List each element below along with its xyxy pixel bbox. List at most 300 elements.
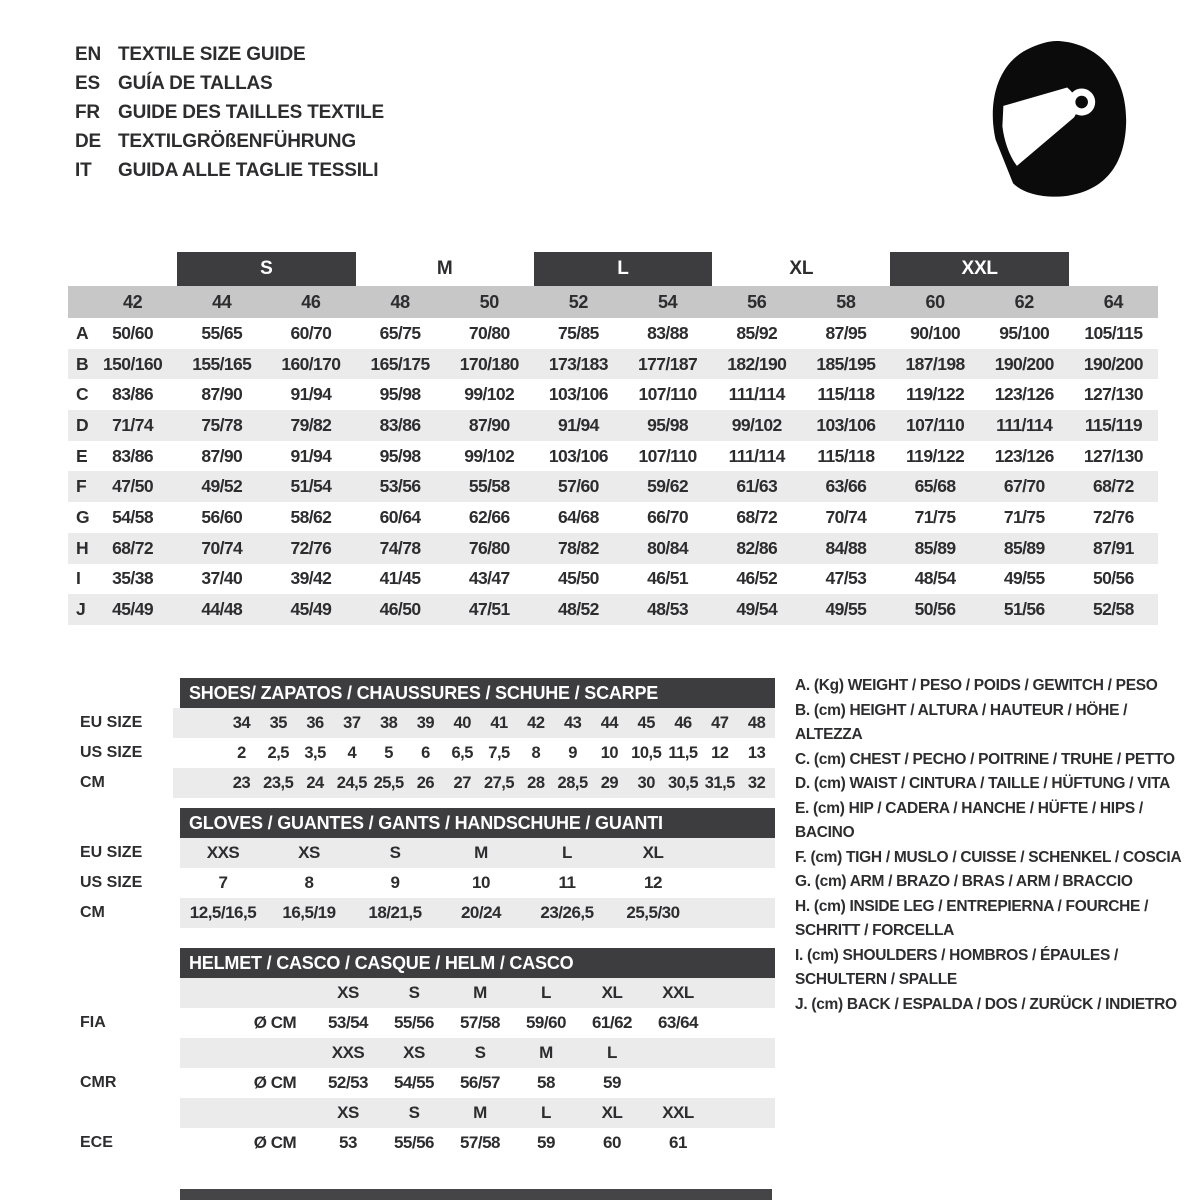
measurement-row-label: G <box>76 506 90 527</box>
size-cell: 52/58 <box>1093 599 1134 620</box>
size-cell: 99/102 <box>464 445 515 466</box>
helmet-size-cell: 52/53 <box>327 1073 369 1092</box>
gloves-section <box>68 808 775 928</box>
size-cell: 170/180 <box>459 353 519 374</box>
gloves-size-cell: XS <box>298 843 320 862</box>
size-cell: 115/118 <box>817 384 875 405</box>
helmet-size-cell: S <box>408 983 420 1002</box>
helmet-size-cell: L <box>541 1103 551 1122</box>
size-cell: 99/102 <box>464 384 515 405</box>
size-cell: 45/50 <box>558 568 599 589</box>
size-column-header: 64 <box>1103 291 1124 312</box>
shoes-row-label: CM <box>80 774 105 791</box>
shoes-size-cell: 42 <box>527 713 545 732</box>
measurement-row-label: I <box>76 568 81 589</box>
size-cell: 95/98 <box>379 445 421 466</box>
size-cell: 47/51 <box>468 599 510 620</box>
shoes-size-cell: 10,5 <box>631 743 662 762</box>
size-cell: 63/66 <box>825 476 867 497</box>
size-cell: 165/175 <box>370 353 430 374</box>
gloves-row <box>68 898 775 928</box>
helmet-size-cell: 53/54 <box>327 1013 369 1032</box>
shoes-size-cell: 32 <box>747 773 766 792</box>
size-cell: 87/95 <box>825 322 867 343</box>
size-cell: 83/86 <box>112 384 153 405</box>
measurement-row-label: D <box>76 414 89 435</box>
size-cell: 150/160 <box>103 353 163 374</box>
shoes-size-cell: 28,5 <box>557 773 588 792</box>
size-cell: 47/50 <box>112 476 153 497</box>
size-cell: 111/114 <box>728 445 785 466</box>
helmet-section-title: HELMET / CASCO / CASQUE / HELM / CASCO <box>180 948 775 978</box>
helmet-size-cell: S <box>474 1043 486 1062</box>
measurement-legend <box>795 674 1195 1017</box>
helmet-row <box>68 1008 775 1038</box>
legend-item: E. (cm) HIP / CADERA / HANCHE / HÜFTE / HIPS / BACINO <box>795 799 1143 841</box>
shoes-size-cell: 36 <box>306 713 324 732</box>
shoes-size-cell: 11,5 <box>668 743 698 762</box>
language-code: IT <box>75 159 92 181</box>
helmet-size-cell: L <box>541 983 551 1002</box>
size-cell: 35/38 <box>112 568 153 589</box>
size-cell: 46/51 <box>647 568 688 589</box>
size-cell: 55/65 <box>201 322 243 343</box>
helmet-size-cell: XS <box>337 1103 359 1122</box>
size-column-header: 50 <box>479 291 499 312</box>
measurement-row <box>68 410 1158 441</box>
size-cell: 87/90 <box>201 384 243 405</box>
shoes-size-cell: 41 <box>490 713 508 732</box>
gloves-row-label: US SIZE <box>80 874 143 891</box>
shoes-size-cell: 5 <box>384 743 393 762</box>
helmet-size-cell: 58 <box>537 1073 555 1092</box>
size-cell: 105/115 <box>1084 322 1143 343</box>
gloves-row-label: CM <box>80 904 105 921</box>
size-cell: 72/76 <box>1093 506 1134 527</box>
size-cell: 76/80 <box>468 537 510 558</box>
shoes-size-cell: 27 <box>453 773 471 792</box>
size-cell: 95/98 <box>647 414 688 435</box>
gloves-size-cell: 10 <box>472 873 490 892</box>
language-title: TEXTILE SIZE GUIDE <box>118 43 306 65</box>
size-cell: 111/114 <box>996 414 1053 435</box>
measurement-row-label: B <box>76 353 89 374</box>
helmet-size-cell: 63/64 <box>657 1013 699 1032</box>
shoes-size-cell: 25,5 <box>373 773 404 792</box>
size-cell: 45/49 <box>112 599 153 620</box>
helmet-size-cell: 59 <box>537 1133 555 1152</box>
corner-spacer <box>68 286 88 318</box>
measurement-rows <box>68 318 1158 625</box>
size-cell: 95/98 <box>379 384 421 405</box>
shoes-size-cell: 37 <box>343 713 361 732</box>
helmet-section <box>68 948 775 1158</box>
size-cell: 72/76 <box>290 537 332 558</box>
size-cell: 64/68 <box>558 506 599 527</box>
helmet-size-cell: M <box>473 1103 487 1122</box>
helmet-size-cell: 60 <box>603 1133 621 1152</box>
size-cell: 173/183 <box>548 353 608 374</box>
language-title-block <box>75 40 384 185</box>
shoes-row <box>68 738 775 768</box>
shoes-size-cell: 43 <box>563 713 582 732</box>
size-cell: 71/75 <box>914 506 956 527</box>
language-title: TEXTILGRÖßENFÜHRUNG <box>118 130 356 152</box>
size-cell: 127/130 <box>1083 384 1143 405</box>
size-cell: 83/86 <box>379 414 421 435</box>
helmet-size-cell: 57/58 <box>459 1133 501 1152</box>
size-group-row <box>68 252 1158 286</box>
size-column-header: 54 <box>657 291 678 312</box>
measurement-row <box>68 564 1158 595</box>
legend-item: B. (cm) HEIGHT / ALTURA / HAUTEUR / HÖHE / ALTEZZA <box>795 701 1128 743</box>
size-cell: 155/165 <box>192 353 252 374</box>
legend-item: I. (cm) SHOULDERS / HOMBROS / ÉPAULES / SCHULTERN / SPALLE <box>795 946 1119 988</box>
size-column-header: 62 <box>1014 291 1034 312</box>
diameter-cm-label: Ø CM <box>253 1133 297 1152</box>
shoes-size-cell: 7,5 <box>488 743 510 762</box>
helmet-size-cell: 61/62 <box>591 1013 633 1032</box>
size-cell: 58/62 <box>290 506 332 527</box>
size-cell: 115/119 <box>1084 414 1142 435</box>
shoes-size-cell: 30,5 <box>667 773 699 792</box>
gloves-size-cell: 8 <box>304 873 314 892</box>
shoes-size-cell: 28 <box>527 773 545 792</box>
size-cell: 75/85 <box>558 322 599 343</box>
gloves-size-cell: L <box>562 843 572 862</box>
size-group-m: M <box>436 258 453 279</box>
measurement-row <box>68 318 1158 349</box>
size-cell: 50/56 <box>1093 568 1134 589</box>
helmet-row <box>68 1098 775 1128</box>
size-column-header: 48 <box>390 291 410 312</box>
language-code: ES <box>75 72 100 94</box>
language-title: GUIDA ALLE TAGLIE TESSILI <box>118 159 379 181</box>
size-cell: 51/56 <box>1003 599 1045 620</box>
size-cell: 50/56 <box>914 599 956 620</box>
size-number-row <box>68 286 1158 318</box>
shoes-size-cell: 44 <box>600 713 619 732</box>
size-cell: 119/122 <box>906 445 965 466</box>
gloves-size-cell: S <box>389 843 401 862</box>
shoes-size-cell: 12 <box>711 743 729 762</box>
size-column-header: 46 <box>301 291 321 312</box>
gloves-size-cell: 11 <box>558 873 576 892</box>
legend-item: C. (cm) CHEST / PECHO / POITRINE / TRUHE / PETTO <box>795 750 1175 768</box>
helmet-size-cell: 59/60 <box>525 1013 567 1032</box>
shoes-size-cell: 2,5 <box>267 743 289 762</box>
size-cell: 87/90 <box>201 445 243 466</box>
helmet-size-cell: 61 <box>669 1133 687 1152</box>
shoes-size-cell: 24,5 <box>336 773 367 792</box>
size-column-header: 44 <box>212 291 232 312</box>
diameter-cm-label: Ø CM <box>253 1013 297 1032</box>
size-cell: 87/91 <box>1093 537 1134 558</box>
size-cell: 68/72 <box>112 537 153 558</box>
size-cell: 60/70 <box>290 322 332 343</box>
language-title: GUIDE DES TAILLES TEXTILE <box>118 101 384 123</box>
size-cell: 182/190 <box>727 353 787 374</box>
shoes-row <box>68 708 775 738</box>
legend-item: J. (cm) BACK / ESPALDA / DOS / ZURÜCK / INDIETRO <box>795 995 1177 1013</box>
helmet-row <box>68 1038 775 1068</box>
size-cell: 61/63 <box>736 476 778 497</box>
size-cell: 67/70 <box>1003 476 1045 497</box>
helmet-size-cell: XS <box>337 983 359 1002</box>
language-line <box>75 40 384 69</box>
size-cell: 71/74 <box>112 414 153 435</box>
shoes-size-cell: 24 <box>306 773 324 792</box>
shoes-size-cell: 13 <box>747 743 766 762</box>
shoes-size-cell: 40 <box>453 713 471 732</box>
size-column-header: 42 <box>122 291 143 312</box>
helmet-row-label: CMR <box>80 1074 117 1091</box>
helmet-size-cell: S <box>408 1103 420 1122</box>
shoes-size-cell: 4 <box>347 743 357 762</box>
helmet-size-cell: 55/56 <box>393 1133 435 1152</box>
size-cell: 123/126 <box>994 384 1054 405</box>
gloves-row <box>68 838 775 868</box>
size-cell: 46/50 <box>379 599 421 620</box>
helmet-size-cell: 59 <box>603 1073 621 1092</box>
size-cell: 91/94 <box>290 445 332 466</box>
size-cell: 87/90 <box>468 414 510 435</box>
helmet-size-cell: 55/56 <box>393 1013 435 1032</box>
size-cell: 37/40 <box>201 568 243 589</box>
measurement-row <box>68 349 1158 380</box>
size-cell: 43/47 <box>468 568 510 589</box>
language-line <box>75 156 384 185</box>
helmet-size-cell: 53 <box>339 1133 357 1152</box>
size-cell: 75/78 <box>201 414 243 435</box>
size-cell: 91/94 <box>558 414 599 435</box>
helmet-row <box>68 1068 775 1098</box>
racing-helmet-icon <box>985 38 1130 198</box>
size-cell: 44/48 <box>201 599 243 620</box>
shoes-size-cell: 26 <box>416 773 435 792</box>
shoes-size-cell: 23,5 <box>263 773 294 792</box>
legend-item: G. (cm) ARM / BRAZO / BRAS / ARM / BRACCIO <box>795 873 1133 890</box>
size-cell: 68/72 <box>1093 476 1134 497</box>
helmet-size-cell: XL <box>601 1103 623 1122</box>
size-cell: 49/55 <box>1003 568 1045 589</box>
shoes-size-cell: 3,5 <box>304 743 326 762</box>
shoes-size-cell: 35 <box>269 713 287 732</box>
size-cell: 56/60 <box>201 506 243 527</box>
shoes-size-cell: 6,5 <box>451 743 473 762</box>
measurement-row-label: J <box>76 599 86 620</box>
size-group-l: L <box>534 252 712 286</box>
helmet-row <box>68 978 775 1008</box>
language-code: EN <box>75 43 101 65</box>
size-cell: 185/195 <box>816 353 876 374</box>
shoes-size-cell: 6 <box>421 743 430 762</box>
size-column-header: 52 <box>568 291 589 312</box>
size-cell: 70/80 <box>468 322 510 343</box>
helmet-row-label: FIA <box>80 1014 106 1031</box>
size-group-xxl: XXL <box>890 252 1068 286</box>
size-cell: 91/94 <box>290 384 332 405</box>
helmet-size-cell: XS <box>403 1043 425 1062</box>
helmet-row <box>68 1128 775 1158</box>
size-cell: 68/72 <box>736 506 778 527</box>
gloves-size-cell: 7 <box>218 873 228 892</box>
size-cell: 79/82 <box>290 414 332 435</box>
gloves-size-cell: M <box>474 843 488 862</box>
size-cell: 39/42 <box>290 568 332 589</box>
size-cell: 85/92 <box>736 322 778 343</box>
size-column-header: 56 <box>747 291 767 312</box>
size-cell: 57/60 <box>558 476 599 497</box>
size-cell: 71/75 <box>1003 506 1045 527</box>
textile-size-table <box>68 252 1158 625</box>
shoes-size-cell: 2 <box>237 743 246 762</box>
size-cell: 59/62 <box>647 476 688 497</box>
gloves-size-cell: 12 <box>644 873 662 892</box>
language-line <box>75 127 384 156</box>
size-cell: 103/106 <box>816 414 876 435</box>
gloves-size-cell: 25,5/30 <box>626 903 680 922</box>
size-cell: 84/88 <box>825 537 867 558</box>
legend-item: D. (cm) WAIST / CINTURA / TAILLE / HÜFTUNG / VITA <box>795 775 1171 792</box>
size-cell: 49/54 <box>736 599 778 620</box>
shoes-size-cell: 8 <box>531 743 541 762</box>
shoes-section-title: SHOES/ ZAPATOS / CHAUSSURES / SCHUHE / SCARPE <box>180 678 775 708</box>
size-cell: 70/74 <box>201 537 243 558</box>
size-cell: 107/110 <box>638 445 697 466</box>
language-line <box>75 98 384 127</box>
size-cell: 54/58 <box>112 506 153 527</box>
size-cell: 60/64 <box>379 506 421 527</box>
measurement-row-label: F <box>76 476 87 497</box>
size-cell: 107/110 <box>906 414 965 435</box>
accessory-tables <box>68 678 775 1158</box>
helmet-size-cell: XL <box>601 983 623 1002</box>
size-group-xl: XL <box>789 258 814 279</box>
helmet-size-cell: M <box>473 983 487 1002</box>
size-cell: 127/130 <box>1083 445 1143 466</box>
measurement-row <box>68 471 1158 502</box>
size-cell: 70/74 <box>825 506 867 527</box>
size-cell: 190/200 <box>994 353 1054 374</box>
size-cell: 41/45 <box>379 568 421 589</box>
gloves-size-cell: 16,5/19 <box>282 903 336 922</box>
shoes-size-cell: 31,5 <box>704 773 735 792</box>
measurement-row <box>68 379 1158 410</box>
shoes-size-cell: 29 <box>600 773 619 792</box>
gloves-size-cell: 9 <box>390 873 400 892</box>
legend-item: F. (cm) TIGH / MUSLO / CUISSE / SCHENKEL / COSCIA <box>795 848 1182 866</box>
language-code: DE <box>75 130 101 152</box>
shoes-section <box>68 678 775 798</box>
shoes-row-label: US SIZE <box>80 744 143 761</box>
shoes-size-cell: 47 <box>711 713 729 732</box>
size-column-header: 58 <box>836 291 856 312</box>
measurement-row <box>68 594 1158 625</box>
helmet-size-cell: XXL <box>662 1103 694 1122</box>
helmet-row-label: ECE <box>80 1134 113 1151</box>
shoes-size-cell: 10 <box>600 743 619 762</box>
size-cell: 49/55 <box>825 599 867 620</box>
size-cell: 45/49 <box>290 599 332 620</box>
size-cell: 103/106 <box>548 384 608 405</box>
size-cell: 187/198 <box>905 353 965 374</box>
size-cell: 85/89 <box>914 537 956 558</box>
shoes-size-cell: 46 <box>674 713 692 732</box>
size-cell: 78/82 <box>558 537 599 558</box>
size-cell: 65/75 <box>379 322 421 343</box>
helmet-size-cell: XXL <box>662 983 694 1002</box>
size-cell: 48/54 <box>914 568 956 589</box>
size-cell: 177/187 <box>638 353 698 374</box>
size-cell: 85/89 <box>1003 537 1045 558</box>
size-cell: 62/66 <box>468 506 510 527</box>
gloves-size-cell: 20/24 <box>460 903 502 922</box>
size-cell: 74/78 <box>379 537 421 558</box>
size-cell: 80/84 <box>647 537 688 558</box>
size-cell: 49/52 <box>201 476 243 497</box>
size-cell: 66/70 <box>647 506 688 527</box>
gloves-section-title: GLOVES / GUANTES / GANTS / HANDSCHUHE / GUANTI <box>180 808 775 838</box>
size-cell: 53/56 <box>379 476 421 497</box>
shoes-size-cell: 38 <box>379 713 398 732</box>
size-cell: 111/114 <box>728 384 785 405</box>
size-cell: 107/110 <box>638 384 697 405</box>
helmet-size-cell: M <box>539 1043 553 1062</box>
size-cell: 190/200 <box>1083 353 1143 374</box>
size-cell: 83/86 <box>112 445 153 466</box>
size-cell: 83/88 <box>647 322 688 343</box>
helmet-size-cell: 54/55 <box>393 1073 435 1092</box>
size-group-s: S <box>177 252 355 286</box>
size-cell: 90/100 <box>910 322 961 343</box>
shoes-size-cell: 27,5 <box>483 773 515 792</box>
measurement-row-label: H <box>76 537 89 558</box>
size-cell: 82/86 <box>736 537 778 558</box>
measurement-row <box>68 441 1158 472</box>
size-cell: 51/54 <box>290 476 332 497</box>
shoes-size-cell: 23 <box>232 773 251 792</box>
helmet-size-cell: 57/58 <box>459 1013 501 1032</box>
language-line <box>75 69 384 98</box>
gloves-size-cell: 12,5/16,5 <box>189 903 257 922</box>
measurement-row <box>68 533 1158 564</box>
size-cell: 48/53 <box>647 599 688 620</box>
size-column-header: 60 <box>925 291 945 312</box>
measurement-row-label: C <box>76 384 89 405</box>
gloves-row-label: EU SIZE <box>80 844 143 861</box>
shoes-size-cell: 9 <box>568 743 577 762</box>
size-cell: 55/58 <box>468 476 510 497</box>
shoes-row <box>68 768 775 798</box>
size-cell: 50/60 <box>112 322 153 343</box>
language-code: FR <box>75 101 100 123</box>
size-cell: 103/106 <box>548 445 608 466</box>
size-cell: 48/52 <box>558 599 599 620</box>
helmet-row-label <box>68 1038 180 1068</box>
size-cell: 99/102 <box>731 414 782 435</box>
gloves-size-cell: 18/21,5 <box>368 903 422 922</box>
measurement-row-label: A <box>76 322 89 343</box>
gloves-size-cell: XL <box>642 843 664 862</box>
size-cell: 47/53 <box>825 568 867 589</box>
shoes-size-cell: 48 <box>747 713 766 732</box>
helmet-row-label <box>68 978 180 1008</box>
shoes-size-cell: 39 <box>416 713 435 732</box>
helmet-size-cell: L <box>607 1043 617 1062</box>
size-cell: 123/126 <box>994 445 1054 466</box>
cropped-section-bar <box>180 1189 772 1200</box>
